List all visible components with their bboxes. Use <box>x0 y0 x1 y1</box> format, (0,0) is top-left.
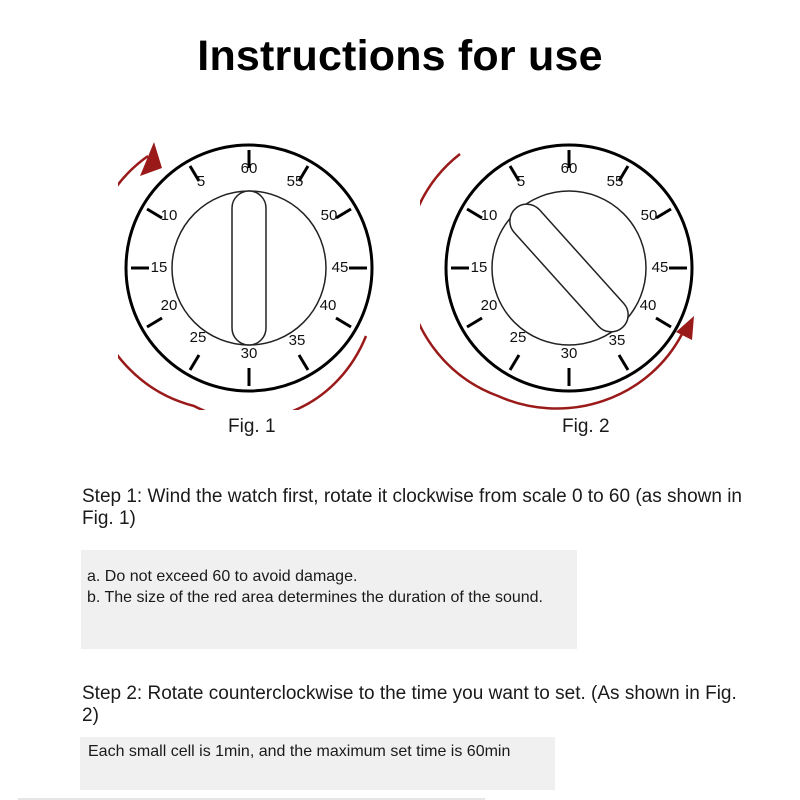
figure-2-caption: Fig. 2 <box>562 416 610 437</box>
figure-1-caption: Fig. 1 <box>228 416 276 437</box>
figure-1 <box>118 120 388 410</box>
timer-dial-icon <box>118 120 388 410</box>
svg-text:60: 60 <box>560 160 578 177</box>
svg-text:15: 15 <box>470 259 488 276</box>
svg-text:35: 35 <box>608 332 626 349</box>
svg-text:45: 45 <box>331 259 349 276</box>
note-max-time: Each small cell is 1min, and the maximum set time is 60min <box>88 743 511 760</box>
svg-text:20: 20 <box>160 297 178 314</box>
svg-text:40: 40 <box>639 297 657 314</box>
svg-text:40: 40 <box>319 297 337 314</box>
svg-text:25: 25 <box>509 329 527 346</box>
svg-text:30: 30 <box>240 345 258 362</box>
step-1-text: Step 1: Wind the watch first, rotate it clockwise from scale 0 to 60 (as shown in Fig. 1) <box>82 486 742 529</box>
svg-text:15: 15 <box>150 259 168 276</box>
svg-text:55: 55 <box>606 173 624 190</box>
step-1-notes <box>81 550 577 649</box>
svg-text:55: 55 <box>286 173 304 190</box>
svg-text:20: 20 <box>480 297 498 314</box>
svg-text:30: 30 <box>560 345 578 362</box>
svg-text:10: 10 <box>160 207 178 224</box>
step-2-text: Step 2: Rotate counterclockwise to the time you want to set. (As shown in Fig. 2) <box>82 683 737 726</box>
svg-text:50: 50 <box>320 207 338 224</box>
figure-2 <box>420 120 710 410</box>
svg-text:45: 45 <box>651 259 669 276</box>
step-2-note <box>80 737 555 790</box>
svg-text:35: 35 <box>288 332 306 349</box>
svg-text:5: 5 <box>196 173 206 190</box>
svg-text:5: 5 <box>516 173 526 190</box>
svg-text:60: 60 <box>240 160 258 177</box>
svg-text:50: 50 <box>640 207 658 224</box>
note-b: b. The size of the red area determines the duration of the sound. <box>87 589 543 606</box>
svg-text:25: 25 <box>189 329 207 346</box>
page-title: Instructions for use <box>197 32 603 80</box>
svg-text:10: 10 <box>480 207 498 224</box>
note-a: a. Do not exceed 60 to avoid damage. <box>87 568 358 585</box>
timer-dial-icon <box>420 120 710 410</box>
